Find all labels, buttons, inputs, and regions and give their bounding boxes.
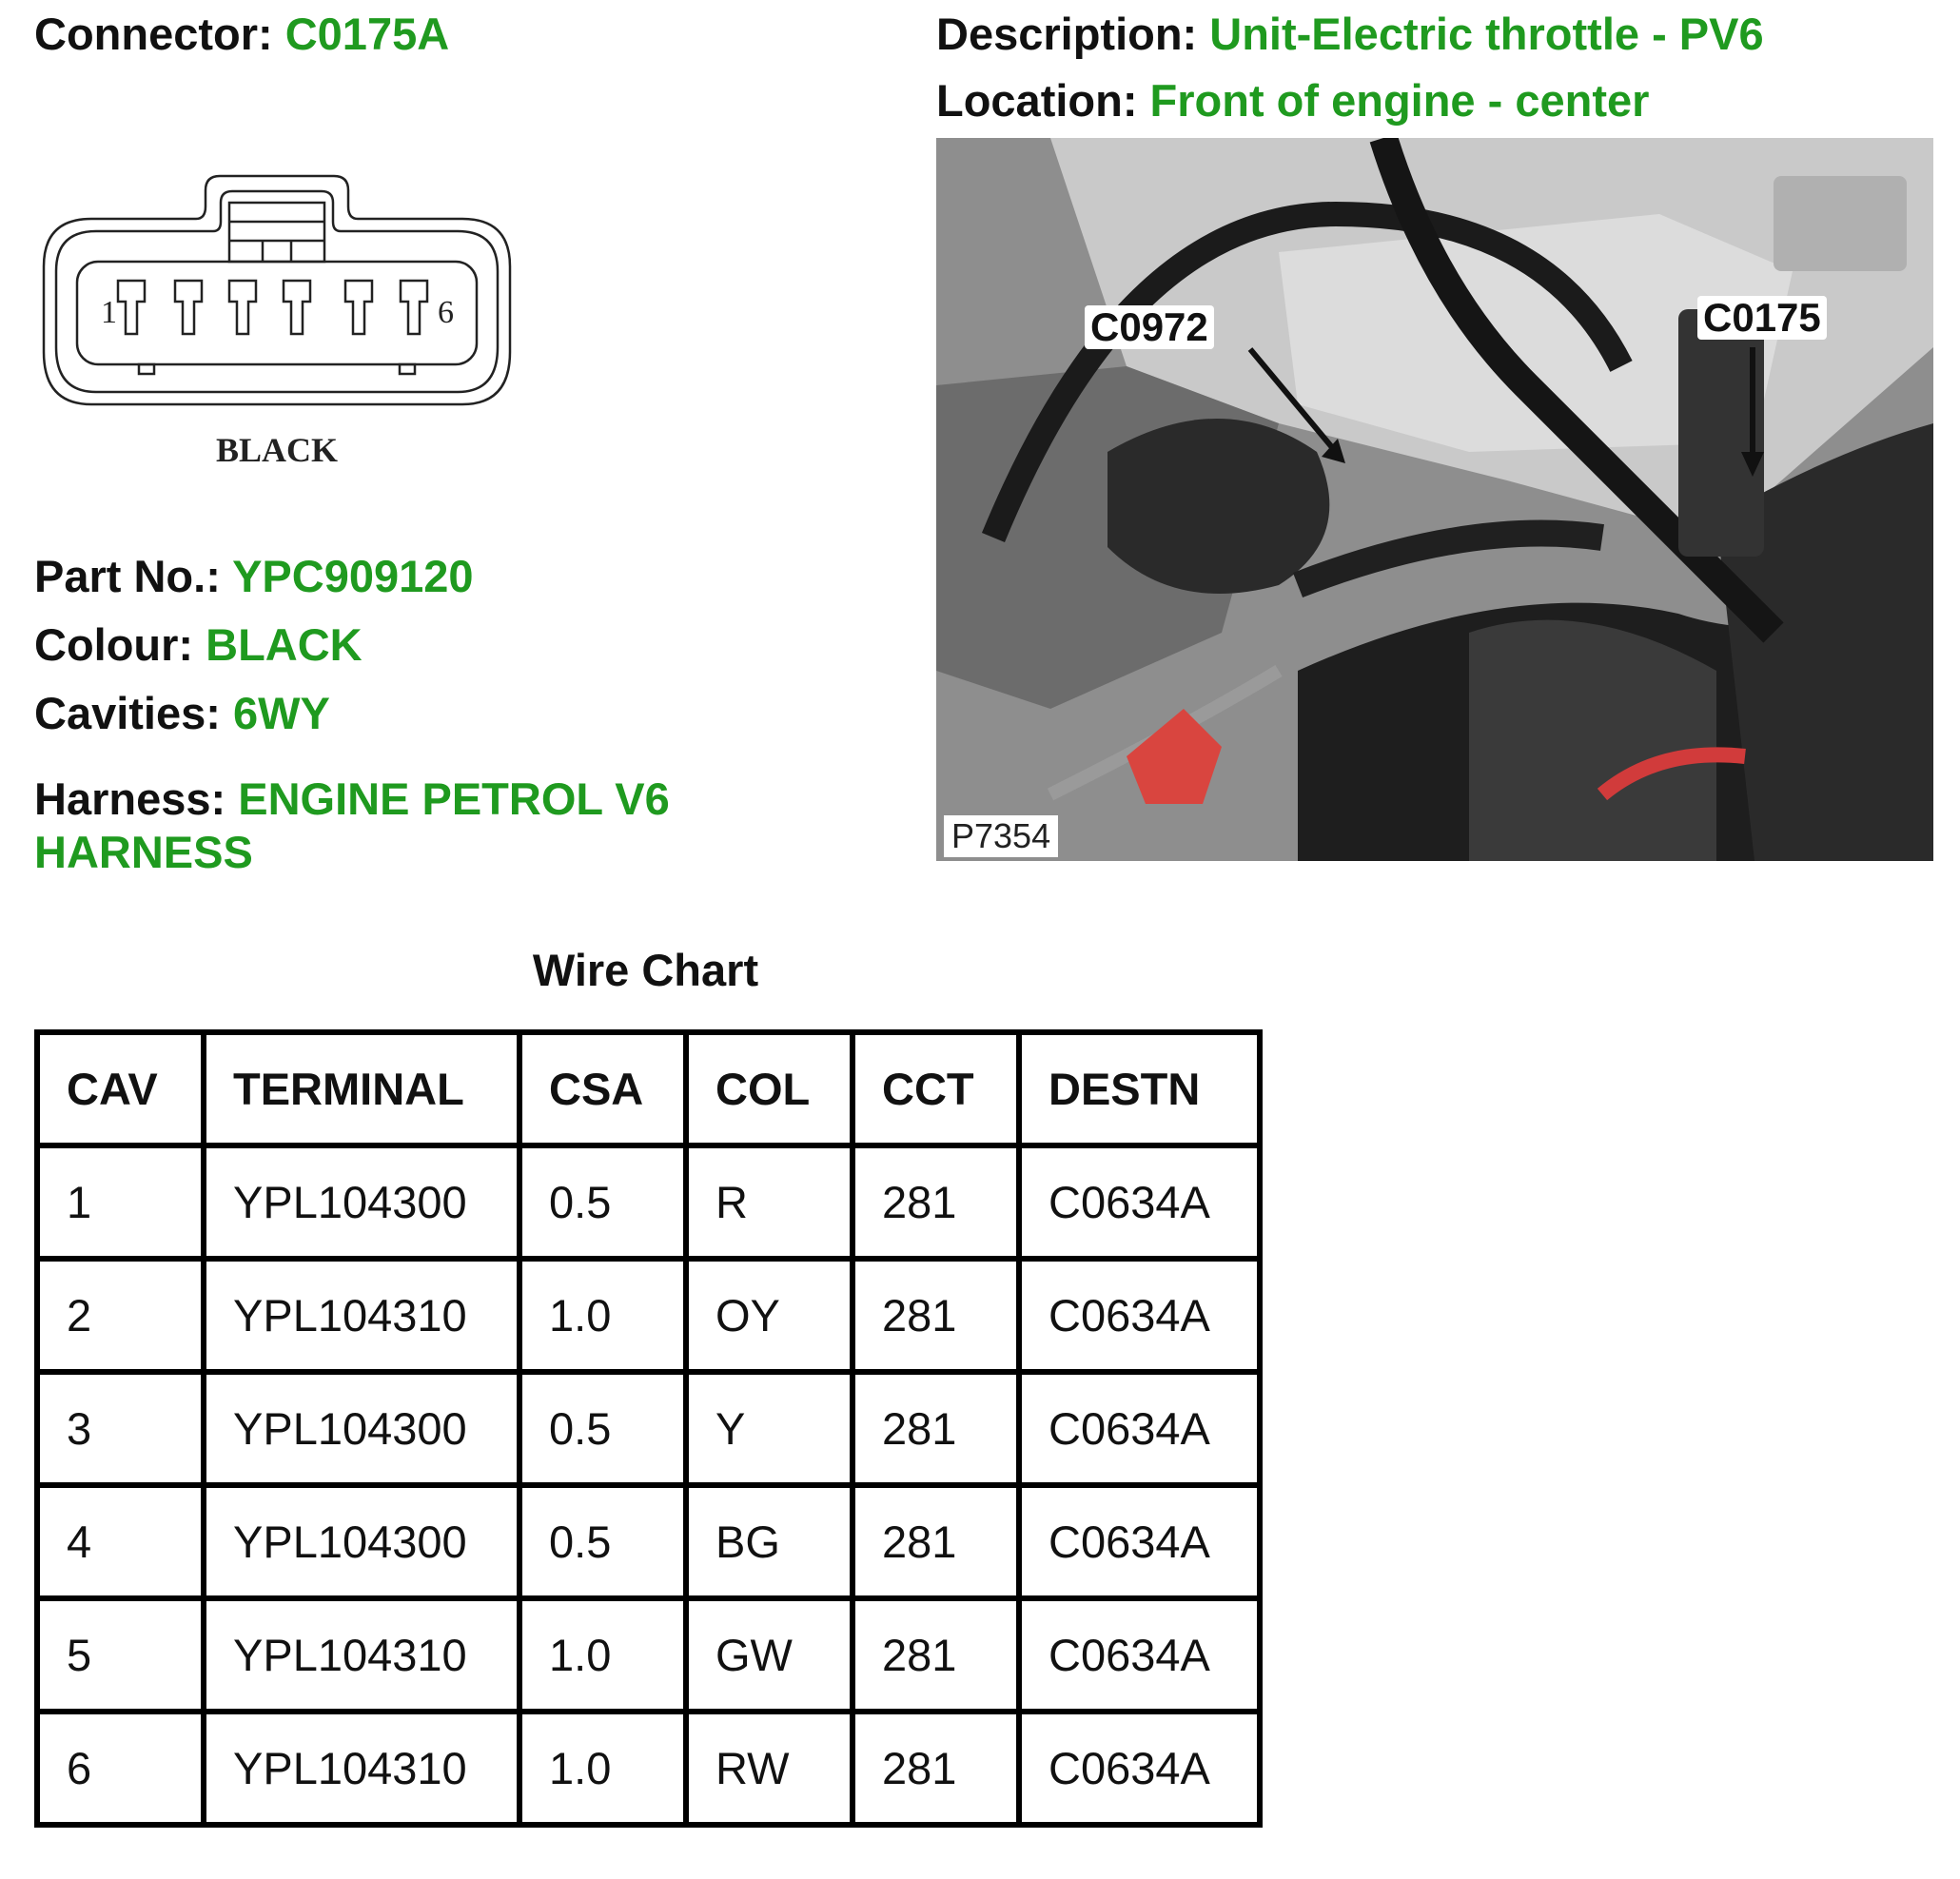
description-value: Unit-Electric throttle - PV6 [1209, 9, 1764, 59]
cell-cct: 281 [853, 1485, 1019, 1598]
location-photo [936, 138, 1933, 861]
cell-terminal: YPL104300 [204, 1145, 519, 1259]
cell-col: OY [686, 1259, 853, 1372]
colour-label: Colour: [34, 619, 194, 670]
table-row [37, 1712, 1260, 1825]
cell-cct: 281 [853, 1712, 1019, 1825]
wire-chart-table [34, 1029, 1263, 1828]
cavities-value: 6WY [232, 688, 330, 738]
table-header-row [37, 1032, 1260, 1145]
pin-6-label: 6 [438, 295, 454, 330]
harness-value: ENGINE PETROL V6 HARNESS [34, 773, 670, 877]
colour-field [34, 618, 363, 672]
cell-terminal: YPL104310 [204, 1259, 519, 1372]
part-no-label: Part No.: [34, 551, 221, 601]
connector-label: Connector: [34, 9, 273, 59]
part-no-field [34, 550, 474, 603]
table-row [37, 1145, 1260, 1259]
cell-terminal: YPL104300 [204, 1485, 519, 1598]
cell-destn: C0634A [1019, 1485, 1260, 1598]
colour-value: BLACK [206, 619, 363, 670]
cavities-label: Cavities: [34, 688, 221, 738]
connector-face-diagram [34, 166, 519, 490]
table-row [37, 1259, 1260, 1372]
cell-cav: 6 [37, 1712, 204, 1825]
header-cct: CCT [853, 1032, 1019, 1145]
harness-label: Harness: [34, 773, 226, 824]
cell-csa: 1.0 [519, 1712, 686, 1825]
header-terminal: TERMINAL [204, 1032, 519, 1145]
header-csa: CSA [519, 1032, 686, 1145]
cell-cav: 4 [37, 1485, 204, 1598]
cell-col: Y [686, 1372, 853, 1485]
cell-col: BG [686, 1485, 853, 1598]
cell-terminal: YPL104300 [204, 1372, 519, 1485]
cell-cav: 2 [37, 1259, 204, 1372]
cell-col: GW [686, 1598, 853, 1712]
cell-cct: 281 [853, 1372, 1019, 1485]
location-value: Front of engine - center [1149, 75, 1650, 126]
cell-cct: 281 [853, 1145, 1019, 1259]
table-row [37, 1372, 1260, 1485]
table-row [37, 1598, 1260, 1712]
description-field [936, 8, 1764, 61]
cell-destn: C0634A [1019, 1145, 1260, 1259]
cell-csa: 1.0 [519, 1259, 686, 1372]
cell-csa: 1.0 [519, 1598, 686, 1712]
harness-field [34, 773, 757, 879]
cavities-field [34, 687, 330, 740]
header-destn: DESTN [1019, 1032, 1260, 1145]
cell-col: RW [686, 1712, 853, 1825]
diagram-colour-label: BLACK [215, 431, 339, 469]
header-cav: CAV [37, 1032, 204, 1145]
cell-cav: 1 [37, 1145, 204, 1259]
cell-terminal: YPL104310 [204, 1712, 519, 1825]
cell-cct: 281 [853, 1259, 1019, 1372]
connector-value: C0175A [284, 9, 450, 59]
header-col: COL [686, 1032, 853, 1145]
cell-destn: C0634A [1019, 1712, 1260, 1825]
cell-cav: 3 [37, 1372, 204, 1485]
description-label: Description: [936, 9, 1198, 59]
pin-1-label: 1 [101, 295, 117, 330]
cell-csa: 0.5 [519, 1145, 686, 1259]
connector-field [34, 8, 449, 61]
callout-c0972: C0972 [1085, 305, 1214, 349]
callout-c0175: C0175 [1697, 296, 1827, 340]
cell-cct: 281 [853, 1598, 1019, 1712]
cell-csa: 0.5 [519, 1372, 686, 1485]
part-no-value: YPC909120 [232, 551, 474, 601]
table-row [37, 1485, 1260, 1598]
location-field [936, 74, 1649, 127]
wire-chart-title: Wire Chart [532, 945, 759, 995]
cell-terminal: YPL104310 [204, 1598, 519, 1712]
cell-col: R [686, 1145, 853, 1259]
location-label: Location: [936, 75, 1138, 126]
cell-csa: 0.5 [519, 1485, 686, 1598]
cell-destn: C0634A [1019, 1598, 1260, 1712]
cell-destn: C0634A [1019, 1259, 1260, 1372]
cell-cav: 5 [37, 1598, 204, 1712]
cell-destn: C0634A [1019, 1372, 1260, 1485]
photo-id: P7354 [944, 815, 1058, 857]
